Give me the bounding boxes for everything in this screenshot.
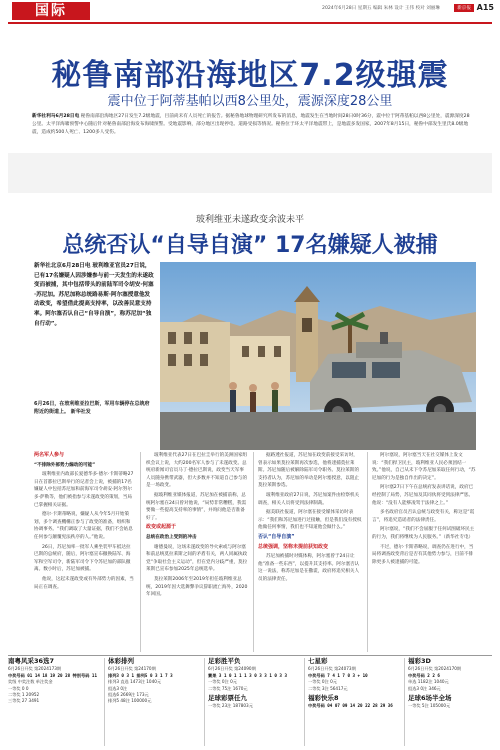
col1-para-1: 玻利维亚内政部长爱德华多·德尔·卡斯蒂略27日在首都拉巴斯举行的记者会上说，被捕的17名嫌疑人中包括苏尼加和前海军司令胡安·阿尔努尔多·萨勒等，他们被指参与未遂政变的策划，当局已掌握相关证据。 [34, 472, 134, 508]
section-label: 国际 [12, 2, 90, 20]
col3-para-2: 玻利维亚政府27日说，苏尼加案件由检察机关调查，相关人员将受到法律制裁。 [258, 492, 360, 506]
lottery-line: 一等奖 0注 0元 [308, 679, 337, 685]
story2-lead: 新华社北京6月28日电 玻利维亚官员27日说，已有17名嫌疑人因涉嫌参与前一天发生的未遂政变而被捕，其中包括带头的前陆军司令胡安·何塞·苏尼加。苏尼加称总统路易斯·阿尔塞授意他发动政变，希望借此提高支持率，以改善民意支持率。阿尔塞否认自己“自导自演”，称苏尼加“独自行动”。 [34, 263, 154, 327]
lottery-title: 足球彩票任九 [208, 694, 247, 703]
col1-para-4: 他说，这起未遂政变或有外部势力的因素，当局正在调查。 [34, 576, 134, 590]
lottery-box-5 [408, 658, 492, 750]
col2-subhead-a: 政变或起源于 [146, 524, 177, 531]
column-1 [34, 452, 134, 593]
col3-para-1: 据路透社报道，苏尼加在政变前接受采访时，曾表示如果莫拉莱斯再次参选，他将逮捕莫拉莱斯。苏尼加随后被解除陆军司令职务。莫拉莱斯的支持者认为，苏尼加的举动是阿尔塞授意，以阻止莫拉莱斯参选。 [258, 453, 360, 489]
story1-text: 秘鲁南部沿海地区27日发生7.2级地震，目前尚未有人员死亡的报告。据秘鲁地球物理研究所发布的消息，地震发生在当地时间28日0时36分，震中位于阿蒂基帕以西8公里处，震源深度28公里。太平洋海啸预警中心随后针对秘鲁南部沿海发布海啸预警。受地震影响，部分地区出现停电、道路受损等情况。秘鲁位于环太平洋地震带上，是地震多发国家，2007年8月15日，秘鲁中部发生里氏8.0级地震，造成约500人死亡、1200多人受伤。 [32, 114, 470, 135]
lottery-line: 6月26日开奖 第24073期 [308, 666, 356, 672]
column-divider [140, 452, 141, 652]
column-divider [367, 452, 368, 652]
col2-para-1: 玻利维亚代表27日在巴拉圭举行的美洲国家组织会议上说，大约200名军人参与了未遂政变。总统府新闻司官员马丁·德拉巴斯说，政变当天军事人员随身携带武器，但大多数并不知道自己参与的是一场政变。 [146, 453, 248, 489]
lottery-box-4 [308, 658, 400, 750]
page-number: A15 [476, 3, 494, 12]
col1-subhead-a: 两名军人参与 [34, 452, 65, 458]
lottery-line: 一等奖 0注 0元 [208, 679, 237, 685]
col3-subhead-a: 否认“自导自演” [258, 533, 295, 540]
lottery-line: 6月26日开奖 第2024173期 [8, 666, 62, 672]
lottery-numbers: 中奖号码 7 4 1 7 0 3 + 10 [308, 672, 368, 678]
lottery-divider [204, 658, 205, 746]
lottery-box-1 [8, 658, 100, 750]
col1-subhead-b: “不排除外部势力煽动的可能” [34, 462, 96, 468]
header-meta: 2024年6月28日 星期五 编辑 朱林 设计 王伟 校对 刘丽琳 [322, 6, 440, 11]
lottery-strip [8, 658, 492, 750]
lottery-title: 南粤风采36选7 [8, 657, 55, 665]
lottery-numbers: 中奖号码 01 14 18 19 20 28 特别号码 11 [8, 672, 97, 678]
col4-para-2: 阿尔塞27日下午在总统府发表讲话说，政府已经控制了局势，苏尼加及其同伙将受到法律严惩。他说：“没有人能够凌驾于法律之上。” [372, 485, 474, 506]
lottery-title: 福彩快乐8 [308, 694, 339, 703]
story1-subtitle: 震中位于阿蒂基帕以西8公里处，震源深度28公里 [107, 94, 393, 109]
header-rule [8, 22, 492, 24]
news-photo [160, 262, 476, 450]
story1-headline: 秘鲁南部沿海地区7.2级强震 [51, 58, 449, 93]
lottery-numbers: 赛果 3 1 0 1 1 1 3 0 3 3 1 0 3 3 [208, 672, 287, 678]
photo-illustration [160, 262, 476, 450]
column-4 [372, 452, 476, 568]
column-divider [253, 452, 254, 652]
col1-para-3: 26日，苏尼加率一批军人乘坐装甲车抵达拉巴斯的总统府，随后，阿尔塞宣布撤换陆军、海军和空军司令，新陆军司令下令苏尼加的部队撤离。数小时后，苏尼加被捕。 [34, 544, 131, 573]
col2-para-4: 莫拉莱斯2006年至2019年担任玻利维亚总统，2019年因大选舞弊争议辞职流亡海外，2020年回国。 [146, 576, 248, 598]
col4-para-1: 阿尔塞说，阿尔塞当天在社交媒体上发文说：“我们捍卫民主，玻利维亚人民必须团结一致。”他说，自己从未下令苏尼加采取任何行动，“苏尼加的行为是独自作出的决定”。 [372, 453, 476, 481]
col3-para-4: 苏尼加被捕时对媒体称，阿尔塞曾于24日让他“准备一些东西”，以提升其支持率。阿尔塞否认这一说法，称苏尼加是在撒谎，政府将追究相关人员的法律责任。 [258, 554, 360, 582]
lottery-line: 二等奖 1 20952 [8, 692, 40, 698]
lottery-line: 二等奖 75注 1670元 [208, 685, 248, 691]
story2-kicker: 玻利维亚未遂政变余波未平 [195, 215, 304, 225]
col3-para-3: 据美联社报道，阿尔塞在接受媒体采访时表示：“我们和苏尼加进行过接触，但是我们没有授权他做任何事情，我们也不知道他会做什么。” [258, 510, 362, 531]
lottery-line: 一等奖 0 0 [8, 685, 29, 691]
lottery-line: 排列5 48注 100000元 [108, 698, 152, 704]
lottery-numbers: 中奖号码 04 07 09 14 20 22 28 29 36 [308, 703, 393, 709]
column-2 [146, 452, 248, 601]
col1-para-2: 德尔·卡斯蒂略说，嫌疑人从今年5月开始策划，多个调查機構正参与了政变的准备，组织和协调事务。“我们调取了大量证据，我们不会姑息任何参与颠覆宪法秩序的人。”他说。 [34, 512, 133, 540]
lottery-box-3 [208, 658, 300, 750]
lottery-title: 足彩胜平负 [208, 657, 241, 665]
lottery-title: 足球6场半全场 [408, 694, 452, 703]
photo-caption: 6月26日，在玻利维亚拉巴斯，军用车辆停在总统府附近的街道上。 新华社发 [34, 401, 150, 415]
lottery-rule [8, 655, 492, 656]
lottery-line: 一等奖 23注 187803元 [208, 703, 253, 709]
brand-chip: 新京报 [454, 4, 474, 12]
story2-headline: 总统否认“自导自演” 17名嫌疑人被捕 [62, 233, 438, 258]
page-header [0, 0, 500, 22]
lottery-box-2 [108, 658, 200, 750]
column-3 [258, 452, 362, 586]
lottery-title: 体彩排列 [108, 657, 134, 665]
col3-subhead-b: 总统强调，坚称未提前获知政变 [258, 543, 329, 550]
lottery-divider [104, 658, 105, 746]
col2-para-2: 据玻利维亚媒体报道，苏尼加在被捕前称，总统阿尔塞在24日曾对他说，“局势非常糟糕，我需要做一些提高支持率的事情”，并询问他是否准备好了。 [146, 492, 247, 521]
lottery-line: 6月26日开奖 第24170期 [108, 666, 156, 672]
lottery-line: 排列3 直选 1473注 1040元 [108, 679, 162, 685]
col4-para-4: 阿尔塞说，“我们不会屈服于任何试图破坏民主的行为，我们将继续为人民服务。”（新华社专电） [372, 527, 475, 540]
divider-band [8, 153, 492, 193]
lottery-line: 组选3 0注 [108, 685, 128, 691]
lottery-numbers: 中奖号码 2 2 6 [408, 672, 440, 678]
lottery-line: 6月26日开奖 第24090期 [208, 666, 256, 672]
lottery-title: 七星彩 [308, 657, 328, 665]
lottery-line: 单选 1182注 1040元 [408, 679, 449, 685]
story1-dateline: 新华社利马6月28日电 [32, 114, 80, 119]
lottery-title: 福彩3D [408, 657, 431, 665]
lottery-line: 6月26日开奖 第2024170期 [408, 666, 462, 672]
col4-para-3: 多名政府官员否认总统与政变有关，称这是“谎言”，将追究造谣者的法律责任。 [372, 510, 475, 523]
lottery-line: 三等奖 27 3491 [8, 698, 40, 704]
lottery-line: 组选3 0注 346元 [408, 685, 441, 691]
col2-subhead-b: 总统在政治上受到的冲击 [146, 534, 197, 540]
col4-para-5: 不过，德尔·卡斯蒂略说，调查仍在进行中，当局将调查政变背后是否有其他势力参与，目前不排除更多人被逮捕的可能。 [372, 544, 474, 565]
lottery-numbers: 排列3 0 3 1 排列5 0 3 1 7 3 [108, 672, 173, 678]
lottery-line: 组选6 2669注 173元 [108, 692, 149, 698]
story1-body [32, 113, 472, 137]
lottery-line: 一等奖 5注 105000元 [408, 703, 451, 709]
lottery-line: 奖级 中奖注数 单注奖金 [8, 679, 53, 685]
lottery-line: 二等奖 3注 56417元 [308, 685, 348, 691]
col2-para-3: 谢德曼说，这场未遂政变的导火索或与阿尔塞和前总统莫拉莱斯之间的矛盾有关，两人同属执政党“争取社会主义运动”，但在党内分歧严重，莫拉莱斯已宣布参加2025年总统选举。 [146, 544, 248, 573]
lottery-divider [404, 658, 405, 746]
lottery-divider [304, 658, 305, 746]
